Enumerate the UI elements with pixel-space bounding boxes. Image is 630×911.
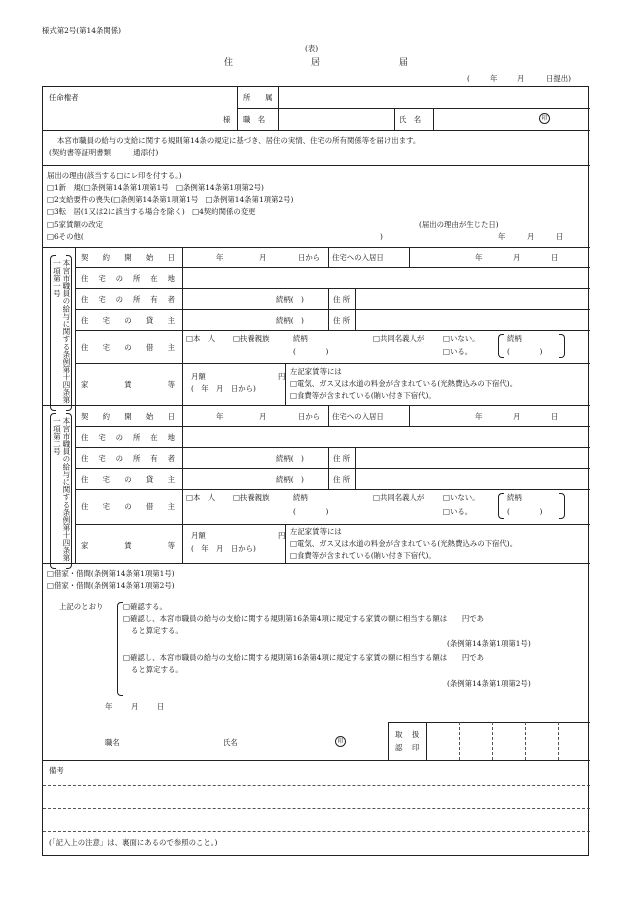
reason-move-checkbox[interactable]: □3転 居(1又は2に該当する場合を除く) □4契約関係の変更 bbox=[47, 207, 256, 216]
front-side-label: (表) bbox=[305, 44, 319, 53]
contract-start-label-2: 契 約 開 始 日 bbox=[81, 412, 175, 421]
confirm-calc-item2-checkbox[interactable]: □確認し、本宮市職員の給与の支給に関する規則第16条第4項に規定する家賃の額に相当する額は 円であ bbox=[123, 653, 485, 662]
post-field[interactable] bbox=[283, 111, 391, 127]
remarks-label: 備考 bbox=[49, 766, 64, 775]
lender-label: 住 宅 の 貸 主 bbox=[81, 316, 175, 325]
contract-start-label: 契 約 開 始 日 bbox=[81, 253, 175, 262]
approval-seal-boxes[interactable] bbox=[429, 725, 587, 757]
name-field[interactable] bbox=[437, 111, 535, 127]
co-borrower-none-checkbox[interactable]: □いない。 bbox=[443, 334, 480, 343]
co-borrower-exists-checkbox[interactable]: □いる。 bbox=[443, 347, 473, 356]
reason-other-checkbox[interactable]: □6その他( bbox=[47, 232, 84, 241]
as-above-label: 上記のとおり bbox=[59, 602, 104, 611]
reason-new-checkbox[interactable]: □1新 規(□条例第14条第1項第1号 □条例第14条第1項第2号) bbox=[47, 183, 264, 192]
honorific: 様 bbox=[223, 115, 231, 124]
lender-label-2: 住 宅 の 貸 主 bbox=[81, 475, 175, 484]
move-in-label-2: 住宅への入居日 bbox=[332, 412, 384, 421]
contract-start-field-2[interactable] bbox=[185, 408, 325, 424]
confirm-checkbox[interactable]: □確認する。 bbox=[123, 602, 167, 611]
lender-address-field-2[interactable] bbox=[358, 471, 587, 487]
attachments-note: (契約書等証明書類 通添付) bbox=[49, 148, 159, 157]
confirm-calc-item1-checkbox[interactable]: □確認し、本宮市職員の給与の支給に関する規則第16条第4項に規定する家賃の額に相当する額は 円であ bbox=[123, 614, 485, 623]
meals-included-checkbox-2[interactable]: □食費等が含まれている(賄い付き下宿代)。 bbox=[290, 551, 436, 560]
owner-label: 住 宅 の 所 有 者 bbox=[81, 295, 175, 304]
co-borrower-label-2: □共同名義人が bbox=[373, 493, 425, 502]
lease-item2-checkbox[interactable]: □借家・借間(条例第14条第1項第2号) bbox=[47, 581, 175, 590]
co-borrower-exists-checkbox-2[interactable]: □いる。 bbox=[443, 507, 473, 516]
name-label: 氏 名 bbox=[399, 115, 422, 124]
residence-notification-form: 任命権者 様 所 属 職 名 氏 名 印 本宮市職員の給与の支給に関する規則第14条の規定に基づき、居住の実情、住宅の所有関係等を届け出ます。 (契約書等証明書類 通添付) 届出の理由(該当する□にレ印を付する。) □1新 規(□条例第14条第1項第1号 □条例第14条第1項第2号) □2支給要件の喪失(□条例第14条第1項第1号 □条例第14条第1項第2号) □3転 居(1又は2に該当する場合を除く) □4契約関係の変更 □5家賃額の改定 □6その他( ) (届出の理由が生じた日) 年 月 日 本宮市職員の給与に関する条例第十四条第一項第一号 契 約 開 始 日 年 月 日から 住宅への入居日 年 月 日 住 宅 の 所 在 地 住 宅 の 所 有 者 続柄( ) 住 所 住 宅 の 貸 主 続柄( ) 住 所 住 宅 の 借 主 □本 人 □扶養親族 続柄 ( ) □共同名義人が □いない。 □いる。 続柄 ( ) 家 賃 等 月額 円 ( 年 月 日から) 左記家賃等には □電気、ガス又は水道の料金が含まれている(光熱費込みの下宿代)。 □食費等が含まれている(賄い付き下宿代)。 本宮市職員の給与に関する条例第十四条第一項第二号 契 約 開 始 日 年 月 日から 住宅への入居日 年 月 日 住 宅 の 所 在 地 住 宅 の 所 有 者 続柄( ) 住 所 住 宅 の 貸 主 続柄( ) 住 所 住 宅 の 借 主 □本 人 □扶養親族 続柄 ( ) □共同名義人が □いない。 □いる。 続柄 ( ) 家 賃 等 月額 円 ( 年 月 日から) 左記家賃等には □電気、ガス又は水道の料金が含まれている(光熱費込みの下宿代)。 □食費等が含まれている(賄い付き下宿代)。 □借家・借間(条例第14条第1項第1号) □借家・借間(条例第14条第1項第2号) 上記のとおり □確認する。 □確認し、本宮市職員の給与の支給に関する規則第16条第4項に規定する家賃の額に相当する額は 円であ ると算定する。 (条例第14条第1項第1号) □確認し、本宮市職員の給与の支給に関する規則第16条第4項に規定する家賃の額に相当する額は 円であ ると算定する。 (条例第14条第1項第2号) 年 月 日 取 扱 認 印 職名 氏名 印 備考 (「記入上の注意」は、裏面にあるので参照のこと。) bbox=[42, 86, 589, 856]
dependent-checkbox[interactable]: □扶養親族 bbox=[233, 334, 270, 343]
contract-start-field[interactable] bbox=[185, 249, 325, 265]
co-borrower-label: □共同名義人が bbox=[373, 334, 425, 343]
form-style-number: 様式第2号(第14条関係) bbox=[42, 26, 121, 35]
move-in-label: 住宅への入居日 bbox=[332, 253, 384, 262]
appointer-label: 任命権者 bbox=[49, 93, 79, 102]
reason-rent-change-checkbox[interactable]: □5家賃額の改定 bbox=[47, 220, 104, 229]
lease-item1-checkbox[interactable]: □借家・借間(条例第14条第1項第1号) bbox=[47, 569, 175, 578]
move-in-field-2[interactable] bbox=[412, 408, 587, 424]
borrower-label: 住 宅 の 借 主 bbox=[81, 343, 175, 352]
location-field[interactable] bbox=[185, 270, 587, 286]
lender-address-field[interactable] bbox=[358, 312, 587, 328]
owner-label-2: 住 宅 の 所 有 者 bbox=[81, 454, 175, 463]
utilities-included-checkbox-2[interactable]: □電気、ガス又は水道の料金が含まれている(光熱費込みの下宿代)。 bbox=[290, 539, 518, 548]
location-label-2: 住 宅 の 所 在 地 bbox=[81, 433, 175, 442]
self-checkbox-2[interactable]: □本 人 bbox=[186, 493, 216, 502]
utilities-included-checkbox[interactable]: □電気、ガス又は水道の料金が含まれている(光熱費込みの下宿代)。 bbox=[290, 379, 518, 388]
instructions-note: (「記入上の注意」は、裏面にあるので参照のこと。) bbox=[49, 838, 218, 847]
reason-date-label: (届出の理由が生じた日) bbox=[419, 220, 499, 229]
location-field-2[interactable] bbox=[185, 429, 587, 445]
department-label: 所 属 bbox=[243, 93, 273, 102]
meals-included-checkbox[interactable]: □食費等が含まれている(賄い付き下宿代)。 bbox=[290, 391, 436, 400]
co-borrower-none-checkbox-2[interactable]: □いない。 bbox=[443, 493, 480, 502]
confirmer-name-label: 氏名 bbox=[223, 738, 238, 747]
declaration-text: 本宮市職員の給与の支給に関する規則第14条の規定に基づき、居住の実情、住宅の所有関係等を届け出ます。 bbox=[57, 136, 421, 145]
remarks-field[interactable] bbox=[47, 777, 586, 832]
borrower-label-2: 住 宅 の 借 主 bbox=[81, 502, 175, 511]
owner-address-field[interactable] bbox=[358, 291, 587, 307]
owner-address-field-2[interactable] bbox=[358, 450, 587, 466]
department-field[interactable] bbox=[283, 90, 583, 106]
reason-loss-checkbox[interactable]: □2支給要件の喪失(□条例第14条第1項第1号 □条例第14条第1項第2号) bbox=[47, 195, 294, 204]
confirmer-post-label: 職名 bbox=[105, 738, 120, 747]
reason-heading: 届出の理由(該当する□にレ印を付する。) bbox=[47, 171, 182, 180]
rent-label: 家 賃 等 bbox=[81, 380, 175, 389]
move-in-field[interactable] bbox=[412, 249, 587, 265]
dependent-checkbox-2[interactable]: □扶養親族 bbox=[233, 493, 270, 502]
location-label: 住 宅 の 所 在 地 bbox=[81, 274, 175, 283]
rent-label-2: 家 賃 等 bbox=[81, 541, 175, 550]
self-checkbox[interactable]: □本 人 bbox=[186, 334, 216, 343]
confirmer-seal-mark: 印 bbox=[335, 736, 346, 747]
post-label: 職 名 bbox=[243, 115, 266, 124]
seal-mark: 印 bbox=[539, 113, 550, 124]
